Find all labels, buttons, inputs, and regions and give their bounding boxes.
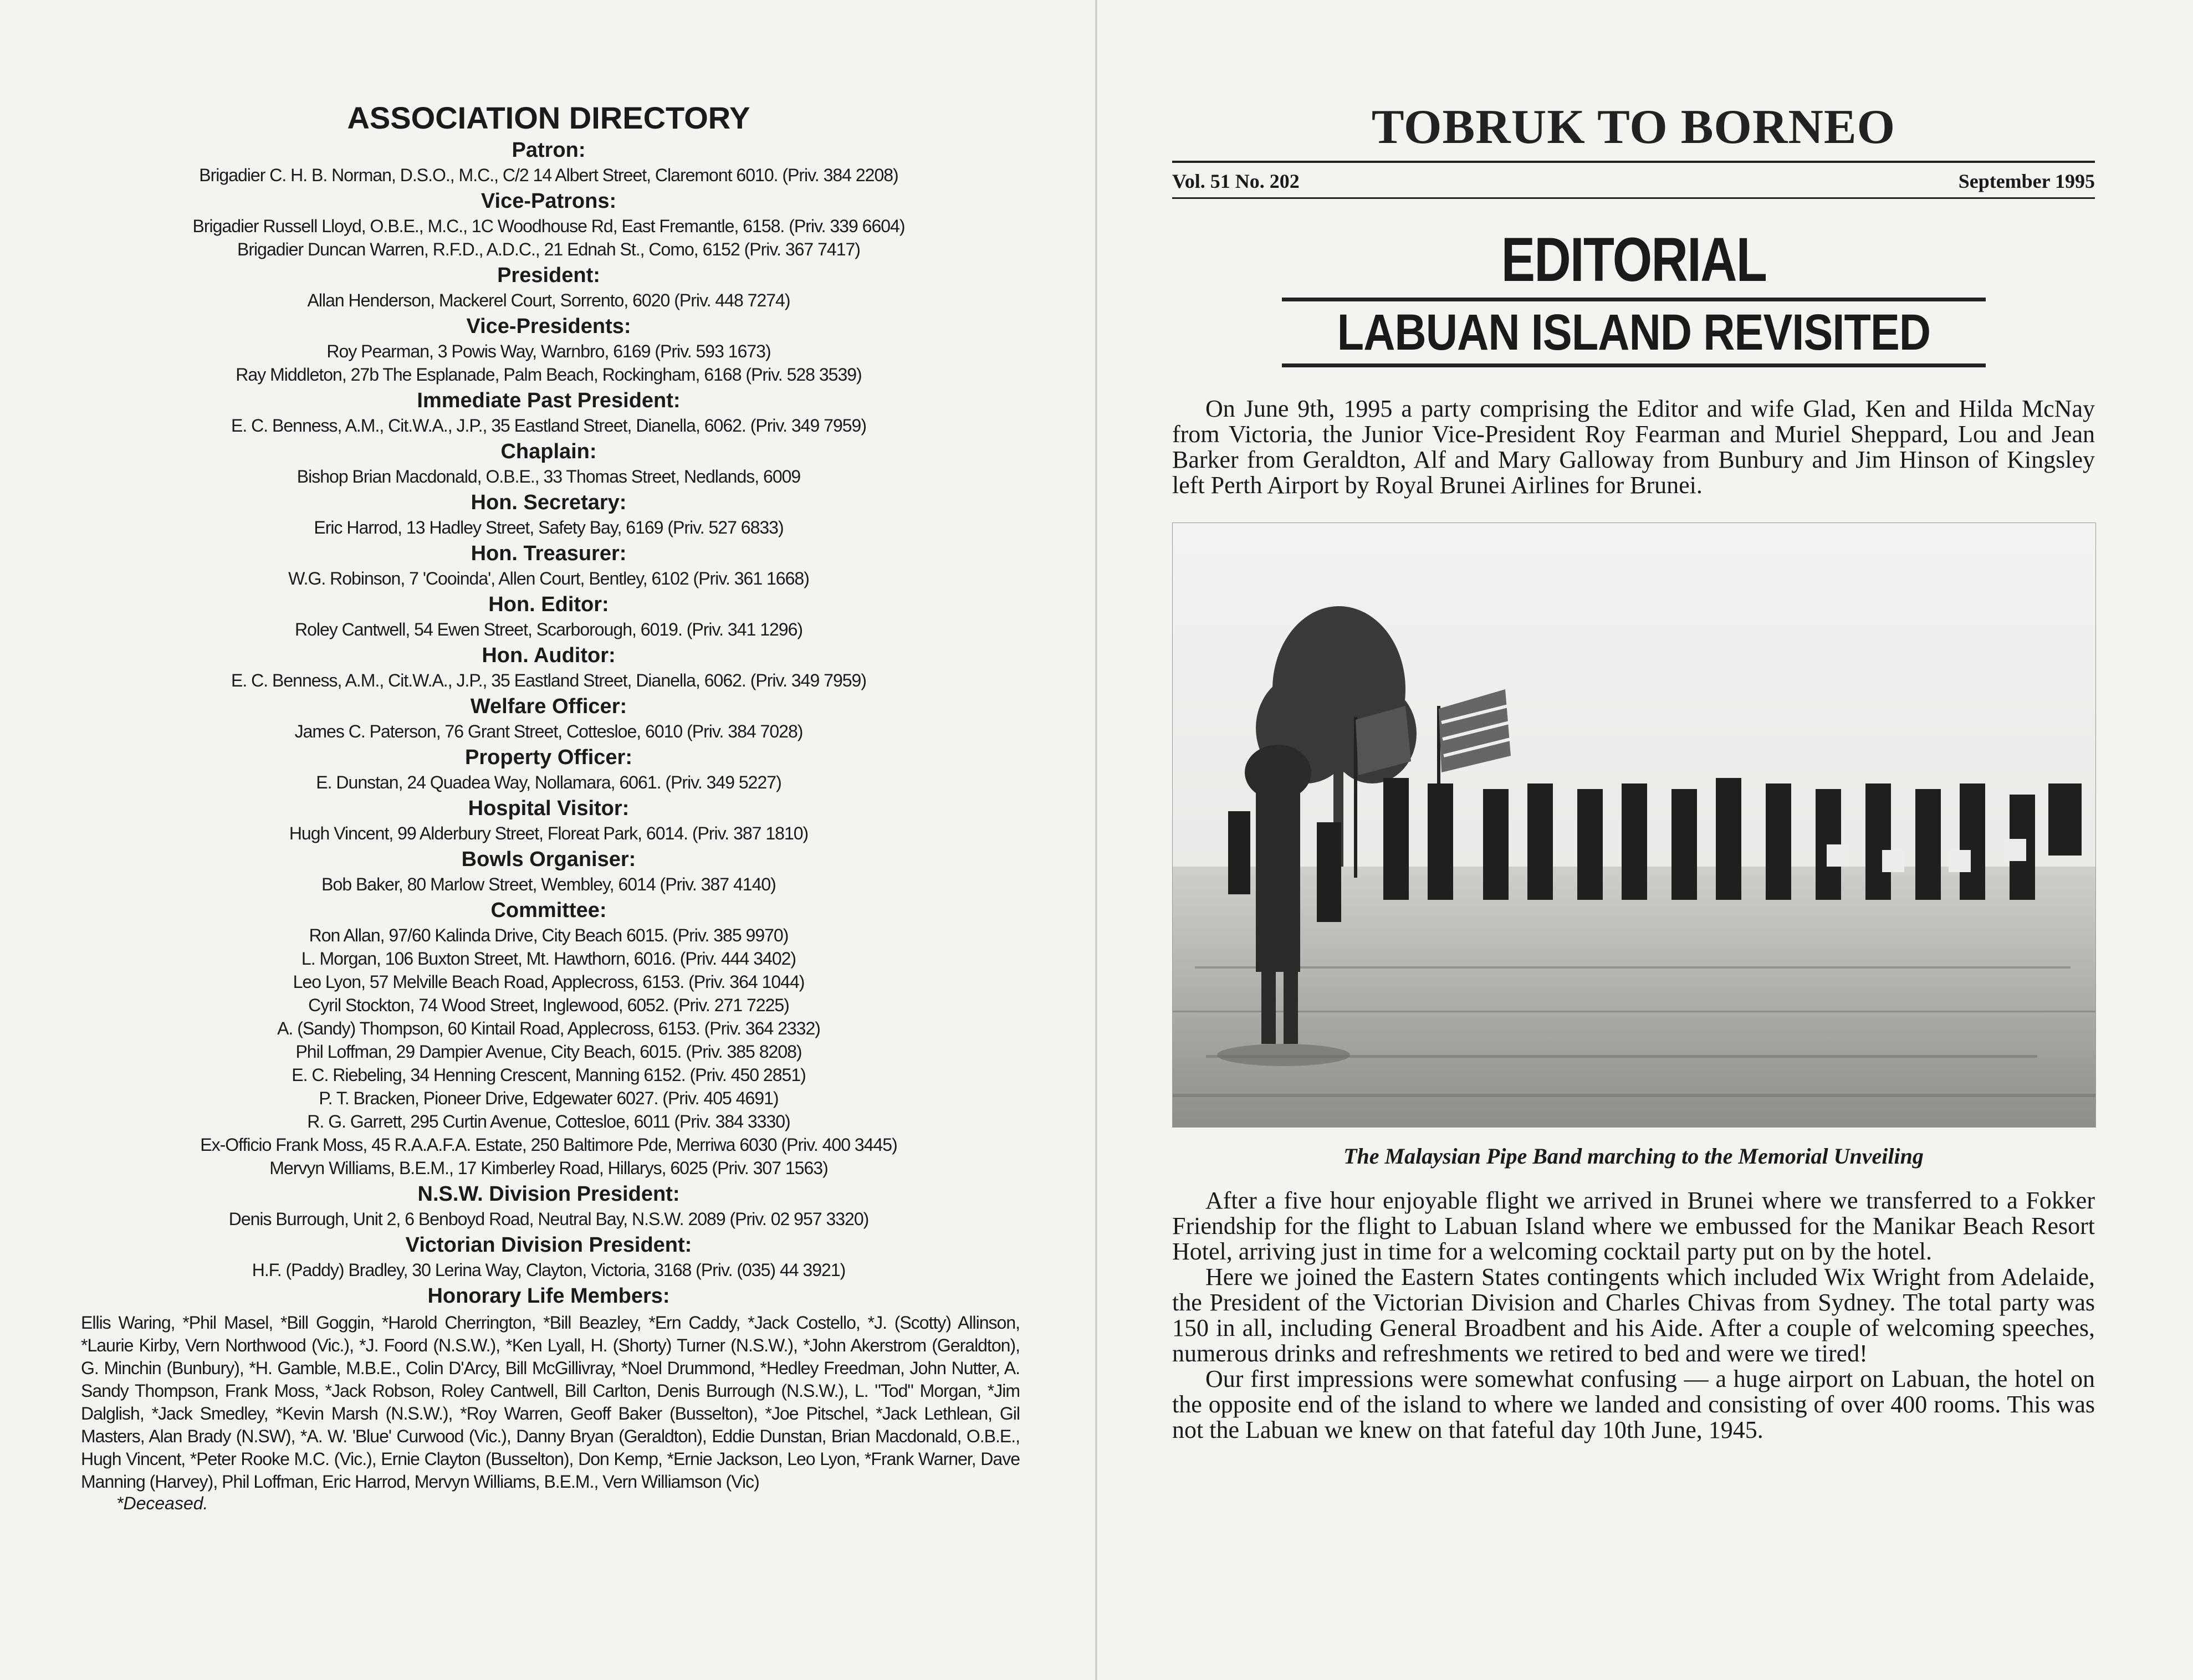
section-heading: EDITORIAL	[1501, 225, 1766, 294]
directory-entry: Bob Baker, 80 Marlow Street, Wembley, 6014 (Priv. 387 4140)	[321, 874, 776, 894]
directory-entry: E. C. Benness, A.M., Cit.W.A., J.P., 35 Eastland Street, Dianella, 6062. (Priv. 349 7959)	[231, 670, 866, 690]
directory-role-heading: Immediate Past President:	[417, 389, 681, 412]
editorial-heading-block	[1282, 227, 1986, 367]
directory-entry: Leo Lyon, 57 Melville Beach Road, Applecross, 6153. (Priv. 364 1044)	[293, 972, 805, 992]
issue-line	[1172, 163, 2095, 197]
directory-role-heading: Welfare Officer:	[470, 695, 627, 718]
issue-date: September 1995	[1958, 170, 2095, 192]
directory-entry: H.F. (Paddy) Bradley, 30 Lerina Way, Clayton, Victoria, 3168 (Priv. (035) 44 3921)	[252, 1260, 846, 1280]
directory-entry: Roley Cantwell, 54 Ewen Street, Scarborough, 6019. (Priv. 341 1296)	[294, 619, 803, 639]
directory-entry: Brigadier C. H. B. Norman, D.S.O., M.C., C/2 14 Albert Street, Claremont 6010. (Priv. 384 2208)	[199, 165, 898, 185]
directory-entry: Cyril Stockton, 74 Wood Street, Inglewood, 6052. (Priv. 271 7225)	[308, 995, 789, 1015]
directory-role-heading: Vice-Patrons:	[480, 189, 617, 213]
directory-entry: Ron Allan, 97/60 Kalinda Drive, City Beach 6015. (Priv. 385 9970)	[309, 925, 789, 945]
directory-entry: James C. Paterson, 76 Grant Street, Cottesloe, 6010 (Priv. 384 7028)	[294, 721, 803, 741]
directory-entry: Eric Harrod, 13 Hadley Street, Safety Bay, 6169 (Priv. 527 6833)	[314, 518, 784, 537]
directory-entry: Ray Middleton, 27b The Esplanade, Palm Beach, Rockingham, 6168 (Priv. 528 3539)	[236, 365, 862, 385]
directory-entry: Roy Pearman, 3 Powis Way, Warnbro, 6169 (Priv. 593 1673)	[326, 341, 771, 361]
directory-entry: Hugh Vincent, 99 Alderbury Street, Floreat Park, 6014. (Priv. 387 1810)	[289, 823, 809, 843]
article-title: LABUAN ISLAND REVISITED	[1337, 304, 1930, 361]
directory-entry: L. Morgan, 106 Buxton Street, Mt. Hawthorn, 6016. (Priv. 444 3402)	[301, 949, 796, 969]
directory-role-heading: Property Officer:	[465, 746, 632, 769]
deceased-note: *Deceased.	[116, 1493, 208, 1513]
article-body	[1172, 1188, 2095, 1443]
directory-entry: Brigadier Russell Lloyd, O.B.E., M.C., 1C Woodhouse Rd, East Fremantle, 6158. (Priv. 339 6604)	[192, 216, 905, 236]
page-fold	[1095, 0, 1097, 1680]
directory-sections	[78, 138, 1020, 1282]
directory-role-heading: Committee:	[490, 899, 607, 922]
directory-role-heading: Hon. Secretary:	[471, 491, 627, 514]
association-directory-page	[78, 100, 1020, 1651]
masthead-title: TOBRUK TO BORNEO	[1371, 100, 1896, 154]
directory-entry: Phil Loffman, 29 Dampier Avenue, City Beach, 6015. (Priv. 385 8208)	[295, 1042, 802, 1062]
directory-title: ASSOCIATION DIRECTORY	[347, 100, 750, 135]
directory-entry: P. T. Bracken, Pioneer Drive, Edgewater 6027. (Priv. 405 4691)	[319, 1088, 779, 1108]
directory-entry: E. C. Riebeling, 34 Henning Crescent, Manning 6152. (Priv. 450 2851)	[292, 1065, 806, 1085]
directory-entry: E. C. Benness, A.M., Cit.W.A., J.P., 35 Eastland Street, Dianella, 6062. (Priv. 349 7959)	[231, 416, 866, 436]
directory-role-heading: Chaplain:	[500, 440, 597, 463]
directory-role-heading: Patron:	[512, 139, 586, 162]
directory-entry: Mervyn Williams, B.E.M., 17 Kimberley Road, Hillarys, 6025 (Priv. 307 1563)	[269, 1158, 828, 1178]
directory-role-heading: Hon. Treasurer:	[471, 542, 627, 565]
issue-volume: Vol. 51 No. 202	[1172, 170, 1300, 192]
honorary-life-members-list: Ellis Waring, *Phil Masel, *Bill Goggin, *Harold Cherrington, *Bill Beazley, *Ern Caddy, *Jack Costello, *J. (Scotty) Allinson, *Laurie Kirby, Vern Northwood (Vic.), *J. Foord (N.S.W.), *Ken Lyall, H. (Shorty) Turner (N.S.W.), *John Akerstrom (Geraldton), G. Minchin (Bunbury), *H. Gamble, M.B.E., Colin D'Arcy, Bill McGillivray, *Noel Drummond, *Hedley Freedman, John Nutter, A. Sandy Thompson, Frank Moss, *Jack Robson, Roley Cantwell, Bill Carlton, Denis Burrough (N.S.W.), L. "Tod" Morgan, *Jim Dalglish, *Jack Smedley, *Kevin Marsh (N.S.W.), *Roy Warren, Geoff Baker (Busselton), *Joe Pitschel, *Jack Lethlean, Gil Masters, Alan Brady (N.SW), *A. W. 'Blue' Curwood (Vic.), Danny Bryan (Geraldton), Eddie Dunstan, Brian Macdonald, O.B.E., Hugh Vincent, *Peter Rooke M.C. (Vic.), Ernie Clayton (Busselton), Don Kemp, *Ernie Jackson, Leo Lyon, *Frank Warner, Dave Manning (Harvey), Phil Loffman, Eric Harrod, Mervyn Williams, B.E.M., Vern Williamson (Vic)	[81, 1313, 1020, 1492]
directory-entry: Brigadier Duncan Warren, R.F.D., A.D.C., 21 Ednah St., Como, 6152 (Priv. 367 7417)	[237, 239, 860, 259]
directory-role-heading: N.S.W. Division President:	[417, 1182, 680, 1206]
directory-role-heading: Hospital Visitor:	[468, 797, 630, 820]
directory-entry: R. G. Garrett, 295 Curtin Avenue, Cottesloe, 6011 (Priv. 384 3330)	[307, 1112, 790, 1131]
directory-entry: A. (Sandy) Thompson, 60 Kintail Road, Applecross, 6153. (Priv. 364 2332)	[277, 1018, 820, 1038]
directory-role-heading: Hon. Editor:	[488, 593, 609, 616]
title-rule	[1282, 363, 1986, 367]
directory-entry: W.G. Robinson, 7 'Cooinda', Allen Court, Bentley, 6102 (Priv. 361 1668)	[288, 568, 809, 588]
heading-rule	[1282, 298, 1986, 301]
directory-entry: Allan Henderson, Mackerel Court, Sorrento, 6020 (Priv. 448 7274)	[307, 290, 790, 310]
directory-entry: Denis Burrough, Unit 2, 6 Benboyd Road, Neutral Bay, N.S.W. 2089 (Priv. 02 957 3320)	[228, 1209, 869, 1229]
honorary-life-members-heading: Honorary Life Members:	[427, 1284, 670, 1308]
directory-entry: Ex-Officio Frank Moss, 45 R.A.A.F.A. Estate, 250 Baltimore Pde, Merriwa 6030 (Priv. 400 3445)	[200, 1135, 897, 1155]
article-paragraph: After a five hour enjoyable flight we arrived in Brunei where we transferred to a Fokker Friendship for the flight to Labuan Island where we embussed for the Manikar Beach Resort Hotel, arriving just in time for a welcoming cocktail party put on by the hotel.	[1172, 1187, 2095, 1265]
article-paragraph: Our first impressions were somewhat confusing — a huge airport on Labuan, the hotel on the opposite end of the island to where we landed and consisting of over 400 rooms. This was not the Labuan we knew on that fateful day 10th June, 1945.	[1172, 1365, 2095, 1443]
photo-caption: The Malaysian Pipe Band marching to the Memorial Unveiling	[1343, 1144, 1924, 1169]
directory-entry: Bishop Brian Macdonald, O.B.E., 33 Thomas Street, Nedlands, 6009	[297, 467, 801, 486]
intro-paragraph: On June 9th, 1995 a party comprising the Editor and wife Glad, Ken and Hilda McNay from Victoria, the Junior Vice-President Roy Fearman and Muriel Sheppard, Lou and Jean Barker from Geraldton, Alf and Mary Galloway from Bunbury and Jim Hinson of Kingsley left Perth Airport by Royal Brunei Airlines for Brunei.	[1172, 395, 2095, 499]
pipe-band-photo	[1172, 523, 2096, 1128]
issue-rule	[1172, 197, 2095, 199]
editorial-page	[1172, 100, 2095, 1651]
directory-role-heading: Vice-Presidents:	[466, 315, 631, 338]
directory-role-heading: Victorian Division President:	[405, 1233, 692, 1257]
directory-role-heading: Bowls Organiser:	[461, 848, 636, 871]
article-paragraph: Here we joined the Eastern States contingents which included Wix Wright from Adelaide, the President of the Victorian Division and Charles Chivas from Sydney. The total party was 150 in all, including General Broadbent and his Aide. After a couple of welcoming speeches, numerous drinks and refreshments we retired to bed and were we tired!	[1172, 1263, 2095, 1367]
directory-role-heading: Hon. Auditor:	[482, 644, 616, 667]
directory-role-heading: President:	[497, 264, 600, 287]
directory-entry: E. Dunstan, 24 Quadea Way, Nollamara, 6061. (Priv. 349 5227)	[316, 772, 781, 792]
